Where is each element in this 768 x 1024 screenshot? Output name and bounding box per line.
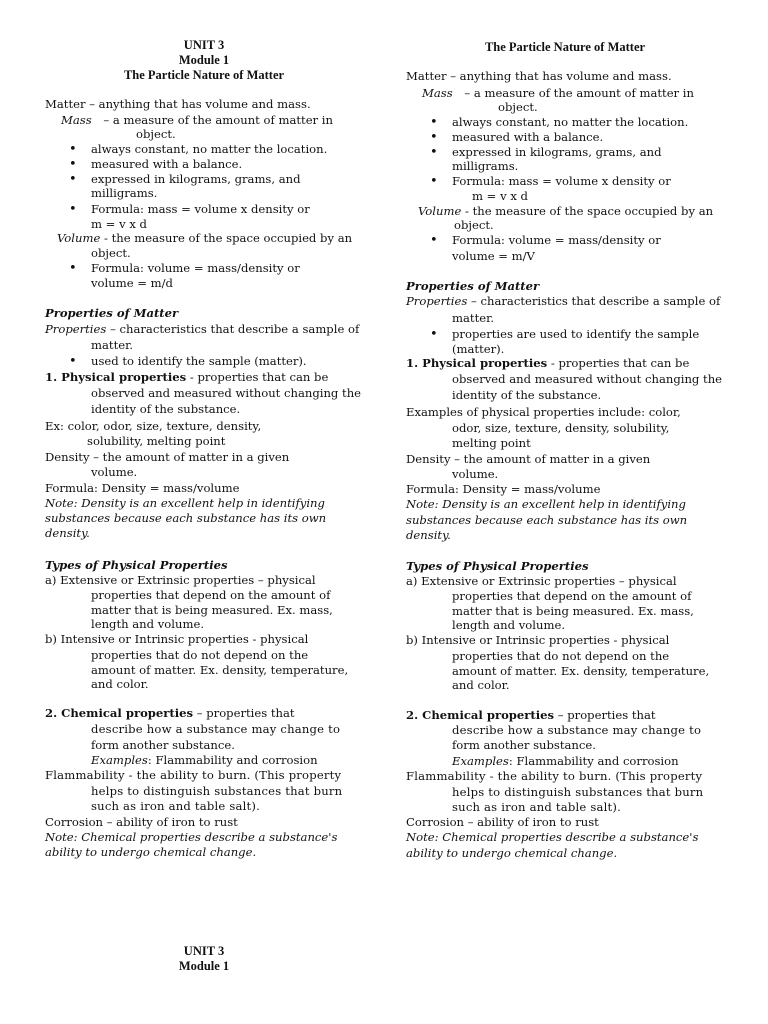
list-item: • Formula: mass = volume x density or <box>91 202 310 217</box>
volume-term: Volume - <box>57 231 108 245</box>
physical-def-line: identity of the substance. <box>452 388 602 402</box>
density-note: substances because each substance has its own <box>45 511 327 525</box>
chemical-def-line: form another substance. <box>452 738 596 752</box>
module-heading: Module 1 <box>178 53 230 67</box>
examples-term: Examples <box>91 753 148 767</box>
chemical-def-line: describe how a substance may change to <box>91 722 341 736</box>
chemical-properties <box>406 708 656 723</box>
examples-text: : Flammability and corrosion <box>508 754 679 768</box>
volume-term: Volume - <box>418 204 469 218</box>
intensive-line: and color. <box>452 678 510 692</box>
properties-definition <box>406 294 720 309</box>
list-item: • Formula: volume = mass/density or <box>452 233 661 248</box>
chemical-note: Note: Chemical properties describe a substance's <box>45 830 338 844</box>
list-item: • expressed in kilograms, grams, and <box>452 145 662 160</box>
chemical-properties-label: 2. Chemical properties <box>406 708 555 722</box>
physical-def-line: identity of the substance. <box>91 402 241 416</box>
chemical-def-line: – properties that <box>196 706 295 720</box>
mass-term: Mass <box>422 86 453 100</box>
chemical-def-line: describe how a substance may change to <box>452 723 702 737</box>
density-note: substances because each substance has its own <box>406 513 688 527</box>
physical-def-line: observed and measured without changing the <box>91 386 362 400</box>
page-title: The Particle Nature of Matter <box>484 40 646 54</box>
properties-def-line: matter. <box>91 338 134 352</box>
examples-line: odor, size, texture, density, solubility, <box>452 421 670 435</box>
density-definition: volume. <box>452 467 499 481</box>
physical-properties <box>45 370 328 385</box>
list-item-continued: milligrams. <box>91 186 158 200</box>
volume-definition <box>57 231 352 246</box>
list-item: • always constant, no matter the location. <box>91 142 327 157</box>
flammability-line: helps to distinguish substances that burn <box>452 785 704 799</box>
density-formula: Formula: Density = mass/volume <box>45 481 240 495</box>
corrosion-line: Corrosion – ability of iron to rust <box>45 815 238 829</box>
extensive-line: properties that depend on the amount of <box>91 588 331 602</box>
properties-term: Properties <box>45 322 107 336</box>
physical-def-line: - properties that can be <box>550 356 690 370</box>
unit-heading: UNIT 3 <box>183 38 225 52</box>
intensive-line: properties that do not depend on the <box>452 649 670 663</box>
list-item: • used to identify the sample (matter). <box>91 354 307 369</box>
types-heading: Types of Physical Properties <box>406 559 589 573</box>
intensive-line: amount of matter. Ex. density, temperature, <box>91 663 349 677</box>
examples-line: solubility, melting point <box>87 434 226 448</box>
volume-def-line: object. <box>454 218 494 232</box>
matter-definition: Matter – anything that has volume and mass. <box>45 97 311 111</box>
mass-term: Mass <box>61 113 92 127</box>
physical-properties-label: 1. Physical properties <box>45 370 187 384</box>
list-item: • measured with a balance. <box>91 157 242 172</box>
density-definition: volume. <box>91 465 138 479</box>
extensive-line: a) Extensive or Extrinsic properties – physical <box>406 574 677 588</box>
extensive-line: length and volume. <box>91 617 204 631</box>
chemical-properties <box>45 706 295 721</box>
list-item-continued: milligrams. <box>452 159 519 173</box>
intensive-line: b) Intensive or Intrinsic properties - physical <box>45 632 309 646</box>
list-item: • Formula: mass = volume x density or <box>452 174 671 189</box>
density-note: density. <box>406 528 451 542</box>
volume-def-line: the measure of the space occupied by an <box>111 231 353 245</box>
density-definition: Density – the amount of matter in a given <box>45 450 290 464</box>
list-item: • properties are used to identify the sample <box>452 327 699 342</box>
extensive-line: properties that depend on the amount of <box>452 589 692 603</box>
density-formula: Formula: Density = mass/volume <box>406 482 601 496</box>
intensive-line: and color. <box>91 677 149 691</box>
flammability-line: such as iron and table salt). <box>452 800 621 814</box>
chemical-note: ability to undergo chemical change. <box>45 845 257 859</box>
types-heading: Types of Physical Properties <box>45 558 228 572</box>
properties-def-line: matter. <box>452 311 495 325</box>
list-item: • Formula: volume = mass/density or <box>91 261 300 276</box>
volume-def-line: the measure of the space occupied by an <box>472 204 714 218</box>
properties-term: Properties <box>406 294 468 308</box>
properties-heading: Properties of Matter <box>45 306 179 320</box>
formula-line: m = v x d <box>91 217 147 231</box>
physical-def-line: observed and measured without changing the <box>452 372 723 386</box>
mass-definition <box>61 113 333 128</box>
footer-unit: UNIT 3 <box>183 944 225 958</box>
examples-line: Examples of physical properties include: color, <box>406 405 681 419</box>
footer-module: Module 1 <box>178 959 230 973</box>
extensive-line: matter that is being measured. Ex. mass, <box>91 603 333 617</box>
extensive-line: a) Extensive or Extrinsic properties – physical <box>45 573 316 587</box>
examples-line: Ex: color, odor, size, texture, density, <box>45 419 262 433</box>
examples-line: melting point <box>452 436 531 450</box>
corrosion-line: Corrosion – ability of iron to rust <box>406 815 599 829</box>
extensive-line: matter that is being measured. Ex. mass, <box>452 604 694 618</box>
density-definition: Density – the amount of matter in a given <box>406 452 651 466</box>
density-note: Note: Density is an excellent help in identifying <box>406 497 686 511</box>
formula-line: volume = m/V <box>452 249 535 263</box>
examples-text: : Flammability and corrosion <box>147 753 318 767</box>
physical-properties-label: 1. Physical properties <box>406 356 548 370</box>
list-item: • expressed in kilograms, grams, and <box>91 172 301 187</box>
extensive-line: length and volume. <box>452 618 565 632</box>
properties-def-line: – characteristics that describe a sample of <box>110 322 360 336</box>
physical-properties <box>406 356 689 371</box>
mass-def-line: object. <box>136 127 176 141</box>
volume-definition <box>418 204 713 219</box>
density-note: density. <box>45 526 90 540</box>
flammability-line: such as iron and table salt). <box>91 799 260 813</box>
physical-def-line: - properties that can be <box>189 370 329 384</box>
chemical-properties-label: 2. Chemical properties <box>45 706 194 720</box>
mass-def-line: object. <box>498 100 538 114</box>
intensive-line: amount of matter. Ex. density, temperature, <box>452 664 710 678</box>
volume-def-line: object. <box>91 246 131 260</box>
chemical-examples <box>91 753 318 768</box>
page-title: The Particle Nature of Matter <box>123 68 285 82</box>
formula-line: m = v x d <box>472 189 528 203</box>
list-item: • measured with a balance. <box>452 130 603 145</box>
mass-definition <box>422 86 694 101</box>
list-item: • always constant, no matter the location. <box>452 115 688 130</box>
chemical-def-line: form another substance. <box>91 738 235 752</box>
flammability-line: helps to distinguish substances that burn <box>91 784 343 798</box>
intensive-line: b) Intensive or Intrinsic properties - physical <box>406 633 670 647</box>
chemical-def-line: – properties that <box>557 708 656 722</box>
chemical-note: Note: Chemical properties describe a substance's <box>406 830 699 844</box>
formula-line: volume = m/d <box>91 276 173 290</box>
examples-term: Examples <box>452 754 509 768</box>
mass-def-line: – a measure of the amount of matter in <box>103 113 333 127</box>
matter-definition: Matter – anything that has volume and mass. <box>406 69 672 83</box>
list-item-continued: (matter). <box>452 342 505 356</box>
chemical-note: ability to undergo chemical change. <box>406 846 618 860</box>
properties-definition <box>45 322 359 337</box>
intensive-line: properties that do not depend on the <box>91 648 309 662</box>
properties-def-line: – characteristics that describe a sample of <box>471 294 721 308</box>
density-note: Note: Density is an excellent help in identifying <box>45 496 325 510</box>
flammability-line: Flammability - the ability to burn. (This property <box>45 768 342 782</box>
chemical-examples <box>452 754 679 769</box>
mass-def-line: – a measure of the amount of matter in <box>464 86 694 100</box>
flammability-line: Flammability - the ability to burn. (This property <box>406 769 703 783</box>
properties-heading: Properties of Matter <box>406 279 540 293</box>
